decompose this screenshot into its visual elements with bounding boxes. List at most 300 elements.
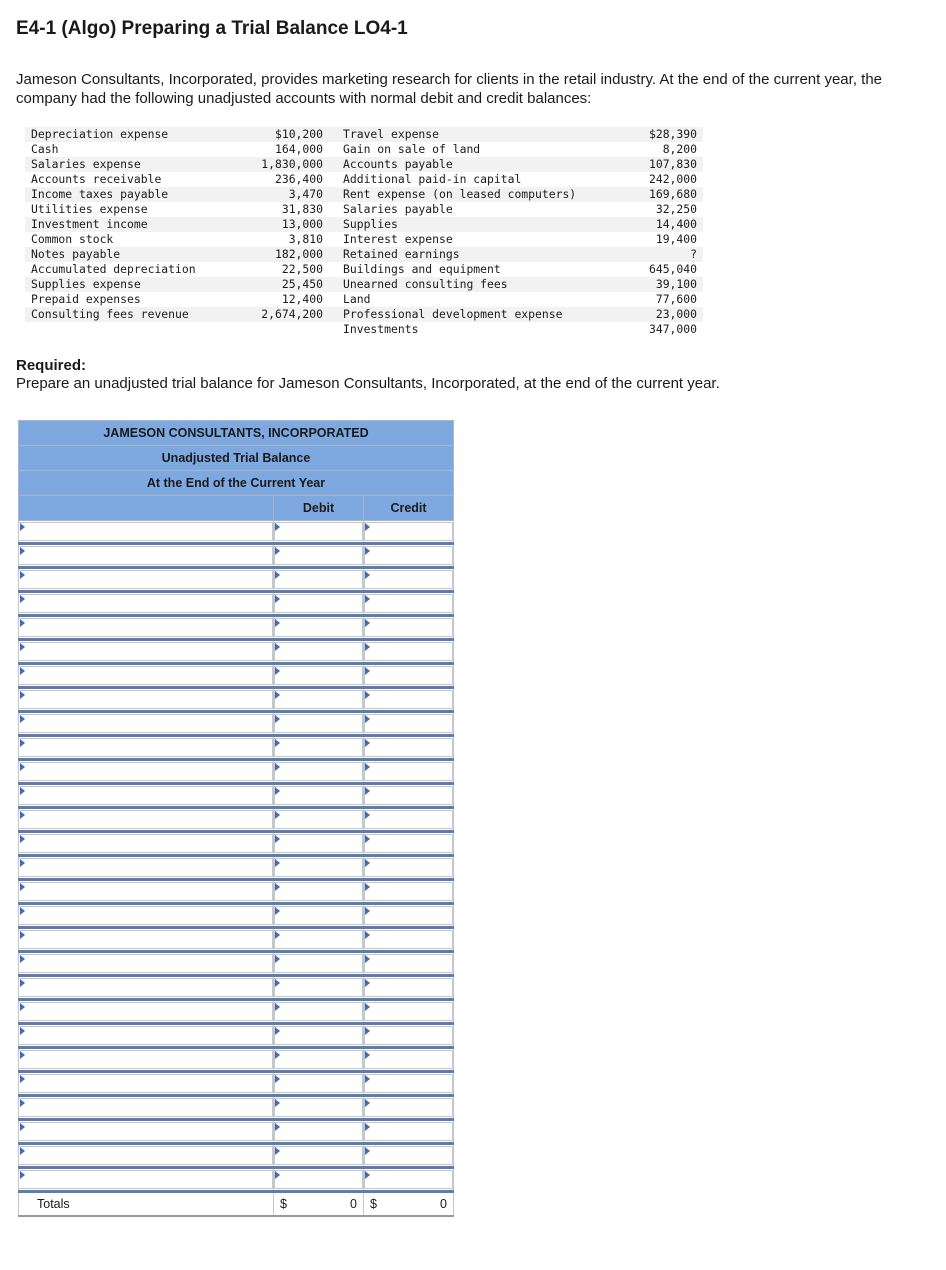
row-pointer-icon — [20, 547, 25, 555]
tb-entry-row — [19, 1024, 454, 1048]
credit-input-cell — [364, 976, 454, 1000]
debit-input[interactable] — [274, 666, 363, 685]
account-name: Utilities expense — [31, 202, 148, 216]
tb-entry-row — [19, 976, 454, 1000]
credit-input[interactable] — [364, 858, 453, 877]
row-pointer-icon — [275, 763, 280, 771]
account-select-cell — [19, 952, 274, 976]
debit-input-cell — [274, 544, 364, 568]
debit-input-cell — [274, 640, 364, 664]
debit-input-cell — [274, 1048, 364, 1072]
tb-entry-row — [19, 568, 454, 592]
debit-input[interactable] — [274, 1002, 363, 1021]
required-label: Required: — [16, 357, 87, 374]
account-value: 236,400 — [274, 172, 323, 186]
account-select-cell — [19, 880, 274, 904]
account-value: 645,040 — [648, 262, 697, 276]
row-pointer-icon — [365, 1123, 370, 1131]
row-pointer-icon — [365, 523, 370, 531]
credit-input[interactable] — [364, 546, 453, 565]
account-name: Travel expense — [329, 127, 625, 142]
account-name: Land — [343, 292, 371, 306]
row-pointer-icon — [20, 1123, 25, 1131]
account-select-cell — [19, 712, 274, 736]
debit-input[interactable] — [274, 978, 363, 997]
row-pointer-icon — [365, 763, 370, 771]
debit-input[interactable] — [274, 930, 363, 949]
credit-input[interactable] — [364, 1050, 453, 1069]
debit-input-cell — [274, 688, 364, 712]
account-select[interactable] — [19, 1170, 273, 1189]
tb-entry-row — [19, 1048, 454, 1072]
account-select[interactable] — [19, 714, 273, 733]
account-row — [25, 172, 703, 187]
account-value: $28,390 — [625, 127, 703, 142]
debit-input-cell — [274, 592, 364, 616]
tb-entry-row — [19, 808, 454, 832]
debit-input-cell — [274, 832, 364, 856]
row-pointer-icon — [275, 739, 280, 747]
row-pointer-icon — [275, 667, 280, 675]
account-name: Salaries expense — [25, 157, 247, 172]
row-pointer-icon — [20, 715, 25, 723]
row-pointer-icon — [20, 595, 25, 603]
credit-input[interactable] — [364, 714, 453, 733]
row-pointer-icon — [275, 619, 280, 627]
account-select[interactable] — [19, 738, 273, 757]
credit-input-cell — [364, 688, 454, 712]
debit-input[interactable] — [274, 1074, 363, 1093]
debit-input[interactable] — [274, 546, 363, 565]
debit-input[interactable] — [274, 834, 363, 853]
account-name: Cash — [31, 142, 59, 156]
account-select[interactable] — [19, 1098, 273, 1117]
row-pointer-icon — [20, 619, 25, 627]
row-pointer-icon — [275, 715, 280, 723]
account-value: 77,600 — [655, 292, 697, 306]
account-name: Accumulated depreciation — [31, 262, 196, 276]
account-value: 182,000 — [247, 247, 329, 262]
debit-input[interactable] — [274, 570, 363, 589]
debit-input-cell — [274, 1144, 364, 1168]
credit-input-cell — [364, 856, 454, 880]
credit-input-cell — [364, 736, 454, 760]
debit-input[interactable] — [274, 954, 363, 973]
row-pointer-icon — [365, 811, 370, 819]
credit-input[interactable] — [364, 762, 453, 781]
debit-total-value: 0 — [350, 1197, 357, 1211]
account-row — [25, 292, 703, 307]
account-value: 3,810 — [288, 232, 323, 246]
account-value: 32,250 — [655, 202, 697, 216]
tb-entry-row — [19, 616, 454, 640]
credit-total-currency: $ — [370, 1197, 377, 1211]
credit-input[interactable] — [364, 642, 453, 661]
credit-input[interactable] — [364, 1146, 453, 1165]
account-select-cell — [19, 568, 274, 592]
row-pointer-icon — [365, 1051, 370, 1059]
debit-total — [274, 1192, 364, 1217]
row-pointer-icon — [365, 571, 370, 579]
row-pointer-icon — [365, 979, 370, 987]
row-pointer-icon — [275, 1123, 280, 1131]
account-value: 23,000 — [625, 307, 703, 322]
debit-input-cell — [274, 616, 364, 640]
account-select[interactable] — [19, 834, 273, 853]
row-pointer-icon — [20, 643, 25, 651]
credit-input[interactable] — [364, 666, 453, 685]
row-pointer-icon — [275, 1099, 280, 1107]
debit-input-cell — [274, 952, 364, 976]
credit-input[interactable] — [364, 882, 453, 901]
account-value: 169,680 — [625, 187, 703, 202]
debit-input-cell — [274, 521, 364, 544]
debit-input[interactable] — [274, 1122, 363, 1141]
debit-input[interactable] — [274, 1146, 363, 1165]
account-name: Accounts receivable — [31, 172, 162, 186]
account-value: 14,400 — [625, 217, 703, 232]
debit-input[interactable] — [274, 522, 363, 541]
row-pointer-icon — [365, 595, 370, 603]
account-name: Notes payable — [25, 247, 247, 262]
tb-entry-row — [19, 712, 454, 736]
credit-input-cell — [364, 832, 454, 856]
required-text: Prepare an unadjusted trial balance for Jameson Consultants, Incorporated, at the end of the current year. — [16, 375, 720, 392]
account-row — [25, 232, 703, 247]
row-pointer-icon — [365, 715, 370, 723]
row-pointer-icon — [365, 547, 370, 555]
row-pointer-icon — [20, 1075, 25, 1083]
tb-entry-row — [19, 1072, 454, 1096]
account-value: $10,200 — [247, 127, 329, 142]
row-pointer-icon — [20, 787, 25, 795]
account-select-cell — [19, 760, 274, 784]
credit-input[interactable] — [364, 1098, 453, 1117]
credit-input-cell — [364, 521, 454, 544]
account-name — [25, 322, 247, 337]
credit-input[interactable] — [364, 1002, 453, 1021]
row-pointer-icon — [20, 883, 25, 891]
tb-period: At the End of the Current Year — [19, 471, 454, 496]
credit-total — [364, 1192, 454, 1217]
account-select[interactable] — [19, 570, 273, 589]
credit-input-cell — [364, 808, 454, 832]
tb-entry-row — [19, 832, 454, 856]
row-pointer-icon — [275, 523, 280, 531]
row-pointer-icon — [365, 1003, 370, 1011]
account-name: Retained earnings — [329, 247, 625, 262]
row-pointer-icon — [275, 1027, 280, 1035]
row-pointer-icon — [365, 619, 370, 627]
account-row — [25, 217, 703, 232]
row-pointer-icon — [275, 1051, 280, 1059]
totals-label: Totals — [19, 1192, 274, 1217]
tb-entry-row — [19, 760, 454, 784]
account-select-cell — [19, 640, 274, 664]
account-value: 31,830 — [281, 202, 323, 216]
credit-input[interactable] — [364, 810, 453, 829]
account-value: 19,400 — [655, 232, 697, 246]
credit-input[interactable] — [364, 930, 453, 949]
row-pointer-icon — [20, 1099, 25, 1107]
tb-entry-row — [19, 784, 454, 808]
account-select[interactable] — [19, 1074, 273, 1093]
tb-entry-row — [19, 521, 454, 544]
account-select-cell — [19, 544, 274, 568]
problem-intro: Jameson Consultants, Incorporated, provides marketing research for clients in the retail industry. At the end of the current year, the company had the following unadjusted accounts with normal debit and credit balances: — [16, 71, 883, 107]
tb-entry-row — [19, 1000, 454, 1024]
row-pointer-icon — [275, 1147, 280, 1155]
row-pointer-icon — [275, 547, 280, 555]
account-select-cell — [19, 1024, 274, 1048]
debit-input-cell — [274, 1120, 364, 1144]
credit-input[interactable] — [364, 978, 453, 997]
credit-input-cell — [364, 928, 454, 952]
account-row — [25, 157, 703, 172]
debit-input-cell — [274, 760, 364, 784]
credit-input-cell — [364, 1096, 454, 1120]
credit-input-cell — [364, 784, 454, 808]
account-name: Buildings and equipment — [343, 262, 501, 276]
credit-input-cell — [364, 544, 454, 568]
credit-input[interactable] — [364, 618, 453, 637]
row-pointer-icon — [275, 859, 280, 867]
row-pointer-icon — [275, 643, 280, 651]
row-pointer-icon — [275, 1171, 280, 1179]
row-pointer-icon — [365, 739, 370, 747]
tb-statement-name: Unadjusted Trial Balance — [19, 446, 454, 471]
account-value: 12,400 — [281, 292, 323, 306]
tb-entry-row — [19, 688, 454, 712]
account-value: 3,470 — [247, 187, 329, 202]
debit-input[interactable] — [274, 882, 363, 901]
credit-input[interactable] — [364, 954, 453, 973]
row-pointer-icon — [365, 859, 370, 867]
account-select-cell — [19, 688, 274, 712]
row-pointer-icon — [275, 907, 280, 915]
debit-input[interactable] — [274, 762, 363, 781]
account-select[interactable] — [19, 642, 273, 661]
row-pointer-icon — [365, 907, 370, 915]
account-select[interactable] — [19, 762, 273, 781]
trial-balance-table — [18, 420, 454, 1217]
account-select[interactable] — [19, 858, 273, 877]
tb-entry-row — [19, 904, 454, 928]
debit-input-cell — [274, 928, 364, 952]
credit-input-cell — [364, 664, 454, 688]
account-select[interactable] — [19, 1050, 273, 1069]
totals-row — [19, 1192, 454, 1217]
tb-entry-row — [19, 1144, 454, 1168]
credit-input[interactable] — [364, 738, 453, 757]
row-pointer-icon — [20, 571, 25, 579]
account-select-cell — [19, 736, 274, 760]
account-select[interactable] — [19, 810, 273, 829]
account-select-cell — [19, 616, 274, 640]
tb-entry-row — [19, 856, 454, 880]
account-name: Rent expense (on leased computers) — [329, 187, 625, 202]
row-pointer-icon — [365, 1171, 370, 1179]
account-select[interactable] — [19, 906, 273, 925]
row-pointer-icon — [20, 907, 25, 915]
credit-input[interactable] — [364, 1074, 453, 1093]
account-row — [25, 322, 703, 337]
account-select-cell — [19, 904, 274, 928]
row-pointer-icon — [20, 1003, 25, 1011]
account-select[interactable] — [19, 1026, 273, 1045]
account-row — [25, 247, 703, 262]
credit-input-cell — [364, 880, 454, 904]
account-value: 25,450 — [247, 277, 329, 292]
row-pointer-icon — [365, 691, 370, 699]
credit-input[interactable] — [364, 1026, 453, 1045]
row-pointer-icon — [275, 883, 280, 891]
tb-debit-header: Debit — [274, 496, 364, 521]
row-pointer-icon — [20, 859, 25, 867]
account-select-cell — [19, 856, 274, 880]
credit-input[interactable] — [364, 906, 453, 925]
account-name: Supplies expense — [25, 277, 247, 292]
debit-input[interactable] — [274, 690, 363, 709]
account-select-cell — [19, 808, 274, 832]
account-select-cell — [19, 1120, 274, 1144]
account-row — [25, 187, 703, 202]
row-pointer-icon — [365, 1075, 370, 1083]
account-select-cell — [19, 928, 274, 952]
account-row — [25, 142, 703, 157]
credit-input[interactable] — [364, 834, 453, 853]
row-pointer-icon — [365, 667, 370, 675]
account-select-cell — [19, 521, 274, 544]
row-pointer-icon — [275, 931, 280, 939]
account-value: 347,000 — [648, 322, 697, 336]
row-pointer-icon — [20, 1051, 25, 1059]
row-pointer-icon — [20, 523, 25, 531]
debit-input-cell — [274, 784, 364, 808]
tb-entry-row — [19, 640, 454, 664]
debit-input[interactable] — [274, 594, 363, 613]
debit-input[interactable] — [274, 642, 363, 661]
debit-input[interactable] — [274, 1170, 363, 1189]
tb-entry-row — [19, 544, 454, 568]
account-select[interactable] — [19, 546, 273, 565]
account-select-cell — [19, 1168, 274, 1192]
debit-input-cell — [274, 736, 364, 760]
credit-input-cell — [364, 640, 454, 664]
debit-input[interactable] — [274, 786, 363, 805]
account-name: Interest expense — [343, 232, 453, 246]
debit-input-cell — [274, 568, 364, 592]
account-select[interactable] — [19, 1002, 273, 1021]
account-name: Gain on sale of land — [343, 142, 481, 156]
account-name: Income taxes payable — [25, 187, 247, 202]
debit-input[interactable] — [274, 858, 363, 877]
tb-entry-row — [19, 736, 454, 760]
debit-input[interactable] — [274, 1098, 363, 1117]
row-pointer-icon — [365, 787, 370, 795]
account-select[interactable] — [19, 1122, 273, 1141]
debit-input[interactable] — [274, 906, 363, 925]
account-select[interactable] — [19, 786, 273, 805]
page-title: E4-1 (Algo) Preparing a Trial Balance LO4-1 — [16, 18, 408, 39]
account-value: 22,500 — [281, 262, 323, 276]
account-select-cell — [19, 784, 274, 808]
debit-input[interactable] — [274, 1026, 363, 1045]
tb-entry-row — [19, 1096, 454, 1120]
account-name: Professional development expense — [329, 307, 625, 322]
debit-input-cell — [274, 1072, 364, 1096]
credit-input-cell — [364, 592, 454, 616]
account-select[interactable] — [19, 954, 273, 973]
debit-input-cell — [274, 712, 364, 736]
tb-entry-row — [19, 880, 454, 904]
debit-total-currency: $ — [280, 1197, 287, 1211]
account-select[interactable] — [19, 978, 273, 997]
credit-total-value: 0 — [440, 1197, 447, 1211]
account-select-cell — [19, 1048, 274, 1072]
account-value: 164,000 — [274, 142, 323, 156]
row-pointer-icon — [365, 1147, 370, 1155]
account-name: Common stock — [31, 232, 114, 246]
debit-input[interactable] — [274, 618, 363, 637]
credit-input[interactable] — [364, 786, 453, 805]
row-pointer-icon — [365, 643, 370, 651]
credit-input[interactable] — [364, 522, 453, 541]
credit-input[interactable] — [364, 594, 453, 613]
credit-input-cell — [364, 1144, 454, 1168]
account-name: Accounts payable — [329, 157, 625, 172]
account-select[interactable] — [19, 594, 273, 613]
credit-input-cell — [364, 1024, 454, 1048]
credit-input[interactable] — [364, 690, 453, 709]
credit-input-cell — [364, 904, 454, 928]
account-name: Additional paid-in capital — [343, 172, 522, 186]
account-value: ? — [625, 247, 703, 262]
account-select[interactable] — [19, 666, 273, 685]
account-row — [25, 277, 703, 292]
account-select[interactable] — [19, 1146, 273, 1165]
debit-input[interactable] — [274, 1050, 363, 1069]
debit-input-cell — [274, 808, 364, 832]
debit-input-cell — [274, 880, 364, 904]
account-select[interactable] — [19, 930, 273, 949]
credit-input[interactable] — [364, 570, 453, 589]
row-pointer-icon — [275, 955, 280, 963]
account-select[interactable] — [19, 882, 273, 901]
account-select[interactable] — [19, 690, 273, 709]
row-pointer-icon — [275, 787, 280, 795]
credit-input[interactable] — [364, 1170, 453, 1189]
row-pointer-icon — [20, 1147, 25, 1155]
debit-input[interactable] — [274, 738, 363, 757]
debit-input-cell — [274, 664, 364, 688]
row-pointer-icon — [365, 1099, 370, 1107]
credit-input-cell — [364, 1048, 454, 1072]
account-select[interactable] — [19, 618, 273, 637]
debit-input[interactable] — [274, 810, 363, 829]
debit-input[interactable] — [274, 714, 363, 733]
credit-input[interactable] — [364, 1122, 453, 1141]
row-pointer-icon — [20, 739, 25, 747]
row-pointer-icon — [275, 835, 280, 843]
row-pointer-icon — [20, 955, 25, 963]
account-value: 8,200 — [662, 142, 697, 156]
account-row — [25, 307, 703, 322]
debit-input-cell — [274, 1000, 364, 1024]
row-pointer-icon — [20, 811, 25, 819]
row-pointer-icon — [365, 835, 370, 843]
account-select[interactable] — [19, 522, 273, 541]
